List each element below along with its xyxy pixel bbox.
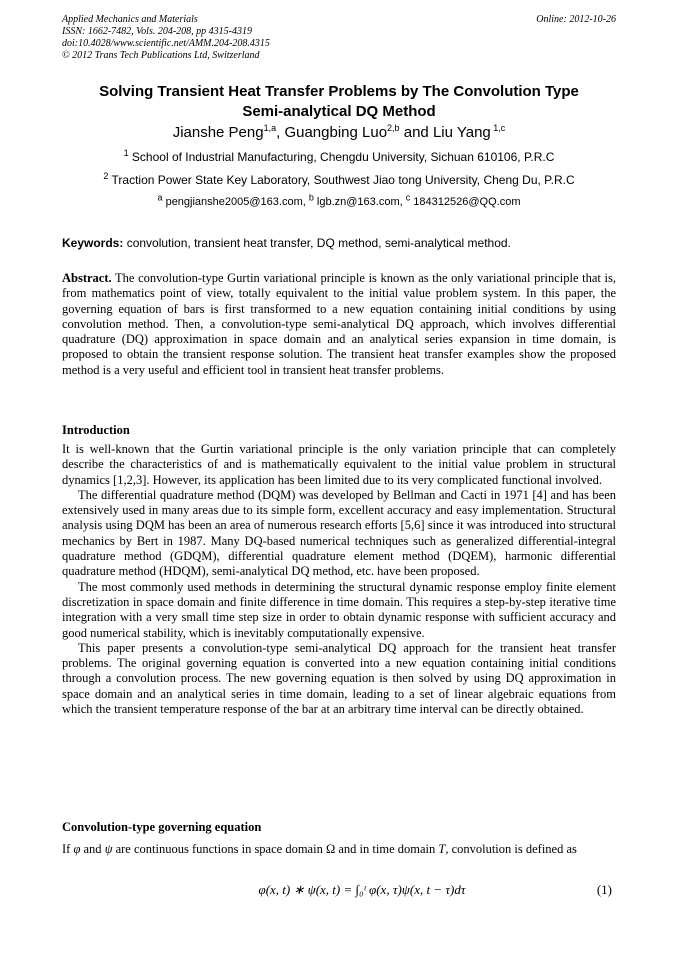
conv-and: and bbox=[80, 842, 105, 856]
email-a-sup: a bbox=[157, 192, 163, 203]
introduction-heading: Introduction bbox=[62, 423, 130, 437]
convolution-heading: Convolution-type governing equation bbox=[62, 820, 262, 834]
equation-1-body: φ(x, t) ∗ ψ(x, t) = ∫₀ᵗ φ(x, τ)ψ(x, t − τ)dτ bbox=[258, 882, 466, 897]
phi-symbol: φ bbox=[73, 842, 81, 856]
journal-header bbox=[62, 14, 270, 62]
email-b: lgb.zn@163.com, bbox=[313, 196, 406, 208]
keywords-label: Keywords: bbox=[62, 236, 124, 250]
author-3-sup: 1,c bbox=[490, 123, 506, 133]
journal-name: Applied Mechanics and Materials bbox=[62, 14, 198, 25]
email-c: 184312526@QQ.com bbox=[410, 196, 521, 208]
affiliation-2-sup: 2 bbox=[103, 171, 109, 181]
email-line bbox=[62, 192, 616, 210]
keywords-text: convolution, transient heat transfer, DQ method, semi-analytical method. bbox=[123, 236, 511, 250]
author-3: Liu Yang bbox=[432, 124, 491, 141]
conv-mid: are continuous functions in space domain bbox=[112, 842, 326, 856]
paper-title bbox=[62, 82, 616, 122]
intro-paragraph-4: This paper presents a convolution-type semi-analytical DQ approach for the transient heat transfer problems. The original governing equation is converted into a new equation containing initial conditions through a convolution process. The new governing equation is then solved by using DQ approximation in space domain and an analytical series in time domain, leading to a set of linear algebraic equations from which the transient temperature response of the bar at an arbitrary time interval can be directly obtained. bbox=[62, 640, 616, 717]
conv-mid2: and in time domain bbox=[335, 842, 439, 856]
author-2: Guangbing Luo bbox=[284, 124, 388, 141]
convolution-text bbox=[62, 842, 616, 857]
title-line-2: Semi-analytical DQ Method bbox=[242, 103, 436, 120]
abstract-label: Abstract. bbox=[62, 271, 112, 285]
omega-symbol: Ω bbox=[325, 842, 336, 856]
email-a: pengjianshe2005@163.com, bbox=[162, 196, 309, 208]
affiliation-2 bbox=[62, 173, 616, 188]
copyright-line: © 2012 Trans Tech Publications Ltd, Switzerland bbox=[62, 50, 260, 61]
email-b-sup: b bbox=[308, 192, 314, 203]
conv-if: If bbox=[62, 842, 74, 856]
abstract bbox=[62, 271, 616, 378]
title-line-1: Solving Transient Heat Transfer Problems by The Convolution Type bbox=[99, 83, 579, 100]
keywords bbox=[62, 236, 616, 251]
author-sep-1: , bbox=[276, 124, 285, 141]
author-sep-2: and bbox=[399, 124, 433, 141]
psi-symbol: ψ bbox=[104, 842, 113, 856]
introduction-body bbox=[62, 442, 616, 717]
intro-paragraph-3: The most commonly used methods in determining the structural dynamic response employ finite element discretization in space domain and finite difference in time domain. This requires a step-by-step iterative time integration with a very small time step size in order to obtain dynamic response with sufficient accuracy and good numerical stability, which is inevitably computationally expensive. bbox=[62, 579, 616, 640]
affiliation-1 bbox=[62, 150, 616, 165]
conv-end: , convolution is defined as bbox=[445, 842, 577, 856]
online-date: Online: 2012-10-26 bbox=[536, 14, 616, 25]
affiliation-2-text: Traction Power State Key Laboratory, Southwest Jiao tong University, Cheng Du, P.R.C bbox=[108, 173, 575, 187]
affiliation-1-text: School of Industrial Manufacturing, Chengdu University, Sichuan 610106, P.R.C bbox=[128, 150, 555, 164]
issn-line: ISSN: 1662-7482, Vols. 204-208, pp 4315-4319 bbox=[62, 26, 252, 37]
equation-1-number: (1) bbox=[596, 882, 612, 897]
intro-paragraph-2: The differential quadrature method (DQM) was developed by Bellman and Cacti in 1971 [4] and has been extensively used in many areas due to its simple form, excellent accuracy and easy implementation. Structural analysis using DQM has been an area of numerous research efforts [5,6] since it was introduced into structural mechanics by Bert in 1987. Many DQ-based numerical techniques such as generalized differential-integral quadrature method (GDQM), differential quadrature element method (DQEM), harmonic differential quadrature method (HDQM), semi-analytical DQ method, etc. have been proposed. bbox=[62, 487, 616, 579]
author-1-sup: 1,a bbox=[263, 123, 277, 133]
author-2-sup: 2,b bbox=[387, 123, 400, 133]
intro-paragraph-1: It is well-known that the Gurtin variational principle is the only variation principle that can completely describe the characteristics of and is mathematically equivalent to the initial value problem in structural dynamics [1,2,3]. However, its application has been limited due to its very complicated functional involved. bbox=[62, 442, 616, 487]
t-symbol: T bbox=[438, 842, 446, 856]
email-c-sup: c bbox=[405, 192, 411, 203]
affiliation-1-sup: 1 bbox=[123, 148, 129, 158]
doi-line: doi:10.4028/www.scientific.net/AMM.204-208.4315 bbox=[62, 38, 270, 49]
author-list bbox=[62, 123, 616, 143]
abstract-text: The convolution-type Gurtin variational principle is known as the only variational principle that is, from mathematics point of view, totally equivalent to the initial value problem system. In this paper, the governing equation of bars is first transformed to a new equation containing initial conditions by using convolution method. Then, a convolution-type semi-analytical DQ approach, which involves differential quadrature (DQ) approximation in space domain and an analytical series expansion in time domain, is proposed to obtain the transient response solution. The transient heat transfer examples show the proposed method is a very useful and efficient tool in transient heat transfer problems. bbox=[62, 271, 616, 377]
author-1: Jianshe Peng bbox=[172, 124, 264, 141]
